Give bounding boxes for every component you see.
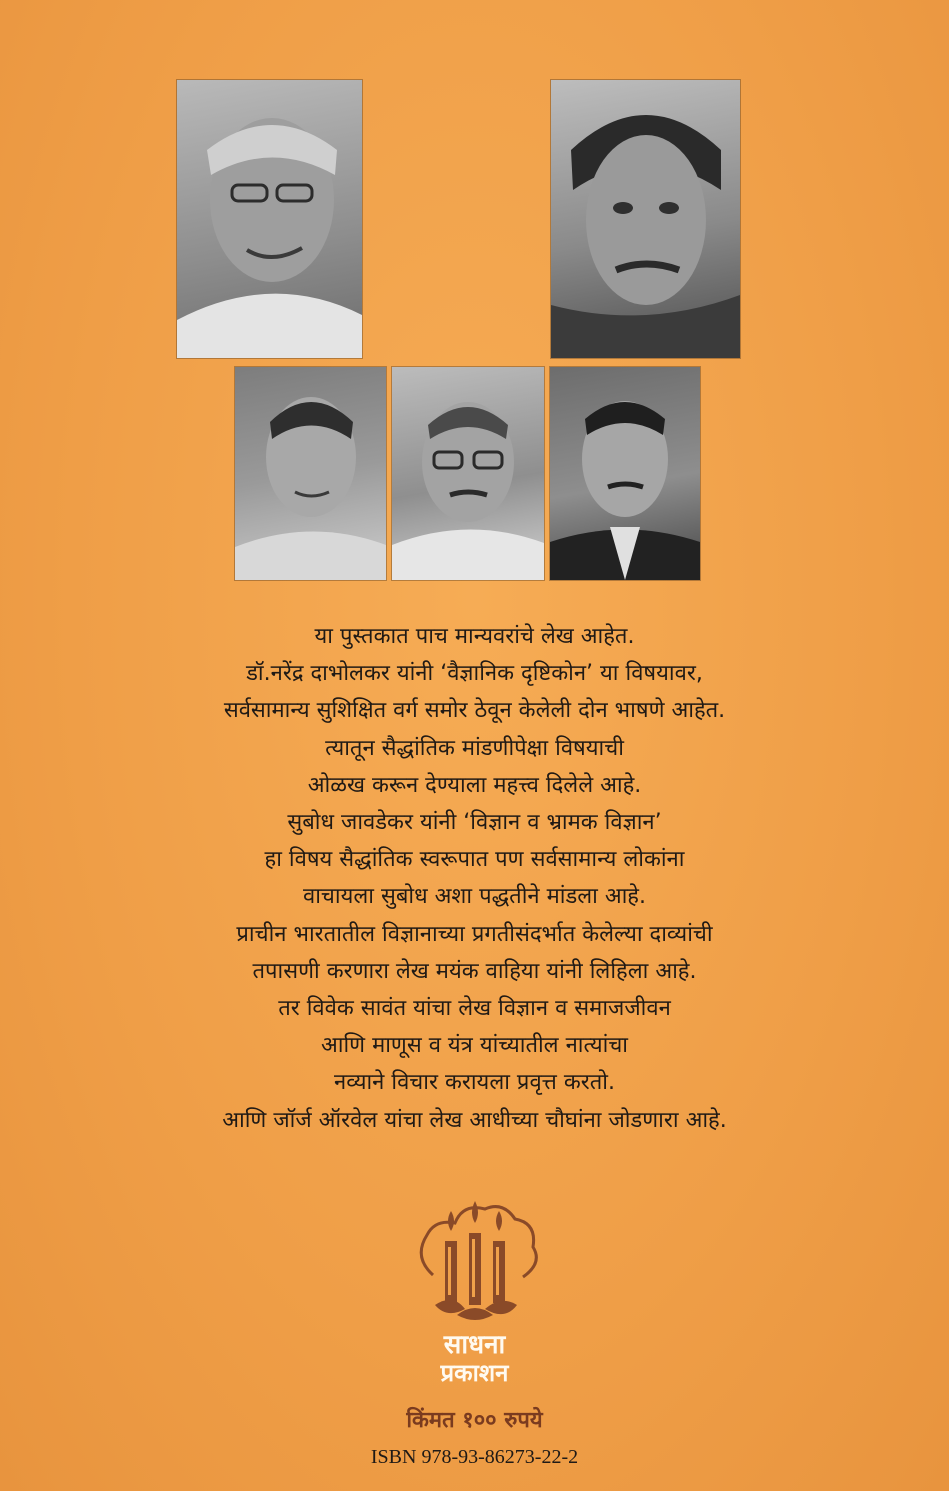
isbn-label: ISBN 978-93-86273-22-2	[370, 1446, 579, 1468]
blurb-line: सर्वसामान्य सुशिक्षित वर्ग समोर ठेवून केलेली दोन भाषणे आहेत.	[223, 698, 726, 724]
blurb-line: या पुस्तकात पाच मान्यवरांचे लेख आहेत.	[314, 624, 635, 649]
publisher-name-line2: प्रकाशन	[440, 1359, 509, 1387]
author-photo-5	[550, 367, 700, 580]
blurb-line: तर विवेक सावंत यांचा लेख विज्ञान व समाजजीवन	[278, 996, 671, 1022]
price-label: किंमत १०० रुपये	[406, 1408, 543, 1433]
blurb-line: प्राचीन भारतातील विज्ञानाच्या प्रगतीसंदर्भात केलेल्या दाव्यांची	[236, 921, 713, 947]
blurb-line: डॉ.नरेंद्र दाभोलकर यांनी ‘वैज्ञानिक दृष्टिकोन’ या विषयावर,	[246, 661, 703, 687]
publisher-name-line1: साधना	[443, 1330, 506, 1360]
author-photo-2	[551, 80, 740, 358]
back-cover-blurb	[60, 618, 889, 1139]
author-photo-1	[177, 80, 362, 358]
candles-logo-icon	[405, 1197, 545, 1327]
publisher-name	[0, 1331, 949, 1387]
author-photo-4	[392, 367, 544, 580]
author-photo-3	[235, 367, 386, 580]
blurb-line: हा विषय सैद्धांतिक स्वरूपात पण सर्वसामान्य लोकांना	[264, 847, 685, 873]
blurb-line: त्यातून सैद्धांतिक मांडणीपेक्षा विषयाची	[325, 735, 624, 761]
blurb-line: वाचायला सुबोध अशा पद्धतीने मांडला आहे.	[303, 884, 646, 910]
blurb-line: ओळख करून देण्याला महत्त्व दिलेले आहे.	[307, 772, 642, 798]
blurb-line: सुबोध जावडेकर यांनी ‘विज्ञान व भ्रामक विज्ञान’	[287, 810, 662, 836]
blurb-line: आणि जॉर्ज ऑरवेल यांचा लेख आधीच्या चौघांना जोडणारा आहे.	[222, 1107, 727, 1133]
blurb-line: नव्याने विचार करायला प्रवृत्त करतो.	[333, 1070, 615, 1096]
blurb-line: तपासणी करणारा लेख मयंक वाहिया यांनी लिहिला आहे.	[252, 958, 697, 984]
blurb-line: आणि माणूस व यंत्र यांच्यातील नात्यांचा	[320, 1033, 629, 1059]
